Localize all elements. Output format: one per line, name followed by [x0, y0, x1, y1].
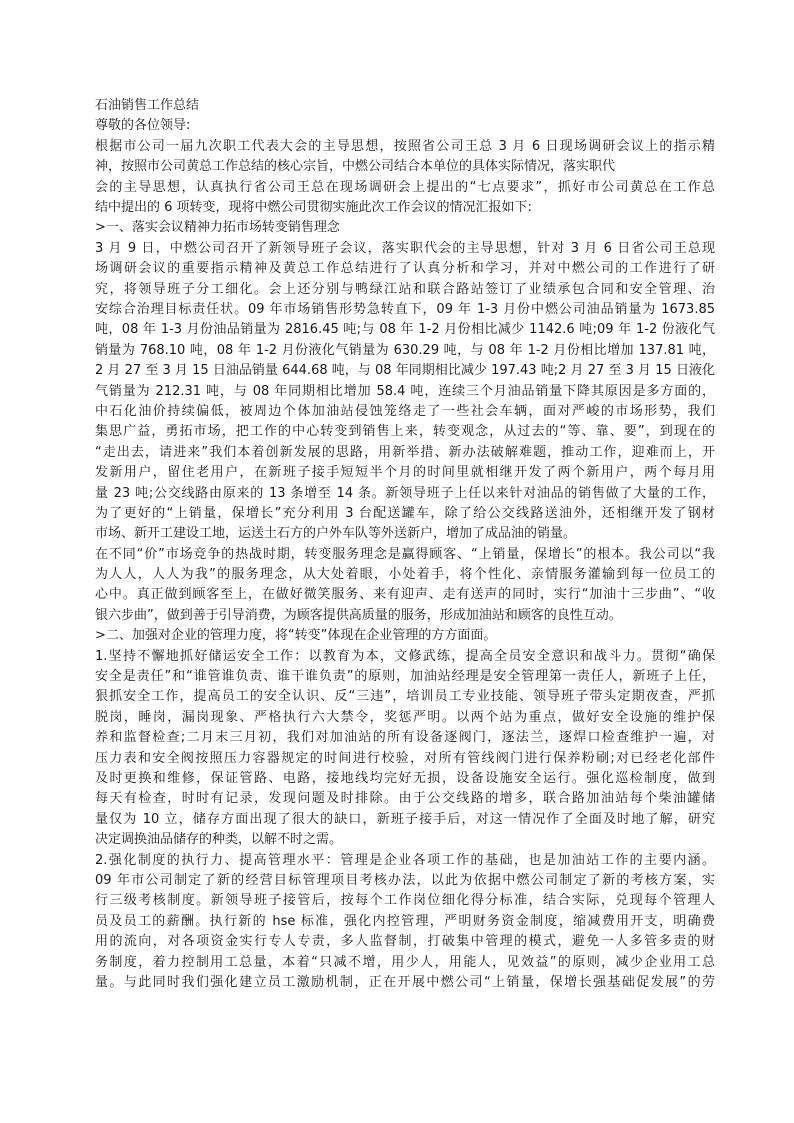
text-line: “走出去，请进来”我们本着创新发展的思路，用新举措、新办法破解难题，推动工作，迎难而上，开 — [95, 444, 715, 460]
text-line: 集思广益，勇拓市场，把工作的中心转变到销售上来，转变观念，从过去的“等、靠、要”，到现在的 — [95, 424, 715, 440]
text-line: >一、落实会议精神力拓市场转变销售理念 — [95, 220, 340, 236]
text-line: 2 月 27 至 3 月 15 日油品销量 644.68 吨，与 08 年同期相比减少 197.43 吨;2 月 27 至 3 月 15 日液化 — [95, 363, 715, 379]
document-title: 石油销售工作总结 — [95, 98, 200, 113]
text-line: 银六步曲”，做到善于引导消费，为顾客提供高质量的服务，形成加油站和顾客的良性互动。 — [95, 607, 622, 623]
text-line: 安综合治理目标责任状。09 年市场销售形势急转直下，09 年 1-3 月份中燃公司油品销量为 1673.85 — [95, 301, 715, 317]
text-line: 09 年市公司制定了新的经营目标管理项目考核办法，以此为依据中燃公司制定了新的考核方案，实 — [95, 872, 715, 888]
text-line: 养和监督检查;二月末三月初，我们对加油站的所有设备逐阀门，逐法兰，逐焊口检查维护一遍，对 — [95, 730, 715, 746]
text-line: 3 月 9 日，中燃公司召开了新领导班子会议，落实职代会的主导思想，针对 3 月 6 日省公司王总现 — [95, 240, 715, 256]
text-line: 为了更好的“上销量，保增长”充分利用 3 台配送罐车，除了给公交线路送油外，还相继开发了钢材 — [95, 505, 715, 521]
text-line: 2.强化制度的执行力、提高管理水平：管理是企业各项工作的基础，也是加油站工作的主要内涵。 — [95, 852, 715, 868]
text-line: 量。与此同时我们强化建立员工激励机制，正在开展中燃公司“上销量，保增长强基础促发展”的劳 — [95, 974, 715, 990]
text-line: >二、加强对企业的管理力度，将“转变”体现在企业管理的方方面面。 — [95, 628, 497, 644]
text-line: 员及员工的薪酬。执行新的 hse 标准，强化内控管理，严明财务资金制度，缩减费用开支，明确费 — [95, 913, 715, 929]
document-page — [95, 96, 715, 993]
text-line: 结中提出的 6 项转变，现将中燃公司贯彻实施此次工作会议的情况汇报如下: — [95, 200, 532, 215]
text-line: 压力表和安全阀按照压力容器规定的时间进行校验，对所有管线阀门进行保养粉刷;对已经老化部件 — [95, 750, 715, 766]
text-line: 心中。真正做到顾客至上，在做好微笑服务、来有迎声、走有送声的同时，实行“加油十三步曲”、“收 — [95, 587, 715, 603]
text-line: 每天有检查，时时有记录，发现问题及时排除。由于公交线路的增多，联合路加油站每个柴油罐储 — [95, 791, 715, 807]
text-line: 脱岗，睡岗，漏岗现象、严格执行六大禁令，奖惩严明。以两个站为重点，做好安全设施的维护保 — [95, 709, 715, 725]
text-line: 为人人，人人为我”的服务理念，从大处着眼，小处着手，将个性化、亲情服务灌输到每一位员工的 — [95, 567, 715, 583]
text-line: 场调研会议的重要指示精神及黄总工作总结进行了认真分析和学习，并对中燃公司的工作进行了研 — [95, 261, 715, 277]
text-line: 务制度，着力控制用工总量，本着“只减不增，用少人，用能人，见效益”的原则，减少企业用工总 — [95, 954, 715, 970]
text-line: 用的流向，对各项资金实行专人专责，多人监督制，打破集中管理的模式，避免一人多管多责的财 — [95, 934, 715, 950]
text-line: 安全是责任”和“谁管谁负责、谁干谁负责”的原则，加油站经理是安全管理第一责任人，新班子上任， — [95, 669, 715, 685]
text-line: 气销量为 212.31 吨，与 08 年同期相比增加 58.4 吨，连续三个月油品销量下降其原因是多方面的， — [95, 383, 715, 399]
text-line: 神，按照市公司黄总工作总结的核心宗旨，中燃公司结合本单位的具体实际情况，落实职代 — [95, 159, 616, 175]
text-line: 尊敬的各位领导: — [95, 118, 191, 134]
text-line: 狠抓安全工作，提高员工的安全认识、反“三违”，培训员工专业技能、领导班子带头定期夜查，严抓 — [95, 689, 715, 705]
text-line: 量仅为 10 立，储存方面出现了很大的缺口，新班子接手后，对这一情况作了全面及时地了解，研究 — [95, 811, 715, 827]
text-line: 量 23 吨;公交线路由原来的 13 条增至 14 条。新领导班子上任以来针对油品的销售做了大量的工作， — [95, 485, 715, 501]
text-line: 市场、新开工建设工地，运送土石方的户外车队等外送新户，增加了成品油的销量。 — [95, 526, 577, 542]
text-line: 销量为 768.10 吨，08 年 1-2 月份液化气销量为 630.29 吨，与 08 年 1-2 月份相比增加 137.81 吨， — [95, 342, 715, 358]
text-line: 中石化油价持续偏低，被周边个体加油站侵蚀笼络走了一些社会车辆，面对严峻的市场形势，我们 — [95, 403, 715, 419]
text-line: 行三级考核制度。新领导班子接管后，按每个工作岗位细化得分标准，结合实际，兑现每个管理人 — [95, 893, 715, 909]
text-line: 1.坚持不懈地抓好储运安全工作：以教育为本，文修武练，提高全员安全意识和战斗力。贯彻“确保 — [95, 648, 715, 664]
text-line: 究，将领导班子分工细化。会上还分别与鸭绿江站和联合路站签订了业绩承包合同和安全管理、治 — [95, 281, 715, 297]
text-line: 在不同“价”市场竞争的热战时期，转变服务理念是赢得顾客、“上销量，保增长”的根本。我公司以“我 — [95, 546, 715, 562]
text-line: 根据市公司一届九次职工代表大会的主导思想，按照省公司王总 3 月 6 日现场调研会议上的指示精 — [95, 138, 715, 154]
text-line: 会的主导思想，认真执行省公司王总在现场调研会上提出的“七点要求”，抓好市公司黄总在工作总 — [95, 179, 715, 195]
text-line: 发新用户，留住老用户，在新班子接手短短半个月的时间里就相继开发了两个新用户，两个每月用 — [95, 465, 715, 481]
text-line: 及时更换和维修，保证管路、电路，接地线均完好无损，设备设施安全运行。强化巡检制度，做到 — [95, 771, 715, 787]
text-line: 决定调换油品储存的种类，以解不时之需。 — [95, 832, 343, 848]
text-line: 吨，08 年 1-3 月份油品销量为 2816.45 吨;与 08 年 1-2 月份相比减少 1142.6 吨;09 年 1-2 份液化气 — [95, 322, 715, 338]
